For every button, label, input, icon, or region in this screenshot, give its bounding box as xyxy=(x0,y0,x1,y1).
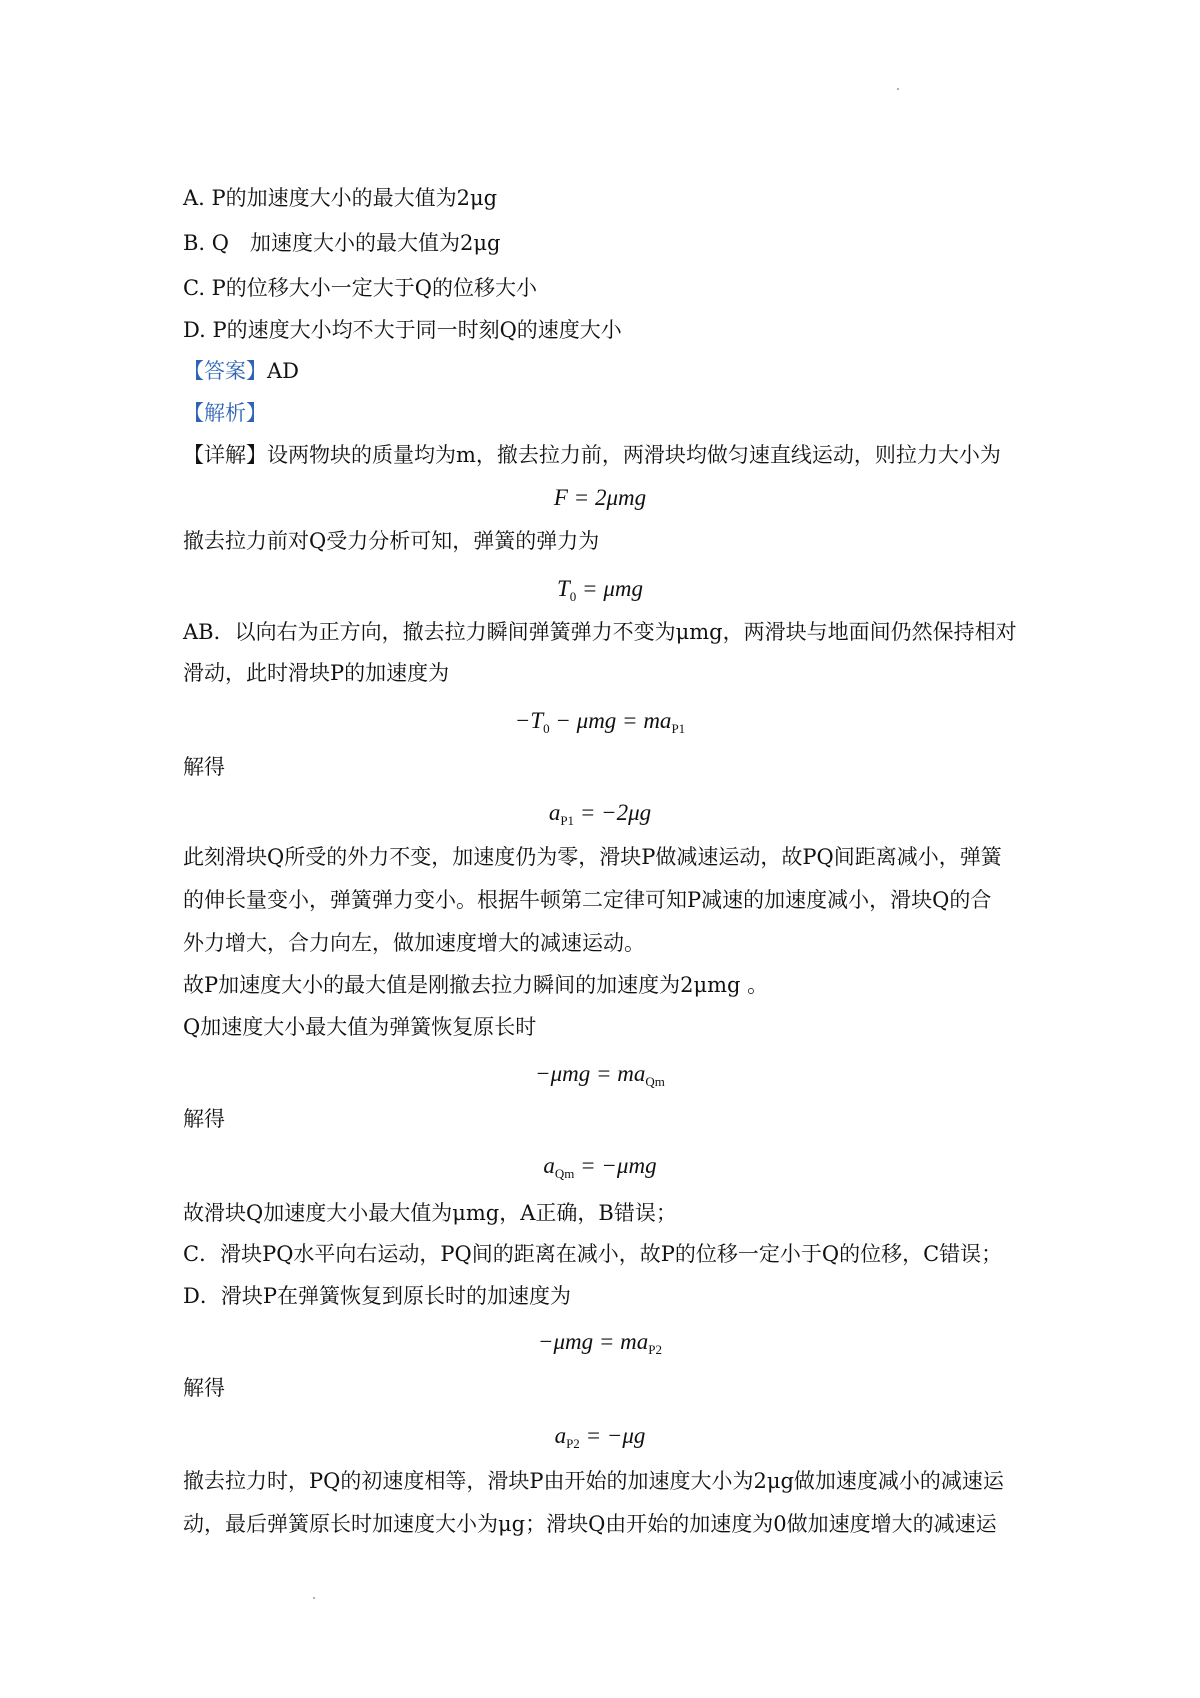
equation-4 xyxy=(0,797,1200,837)
equation-1: F = 2μmg xyxy=(553,485,647,510)
equation-3 xyxy=(0,705,1200,745)
scan-speck xyxy=(313,1597,315,1599)
solve-3: 解得 xyxy=(183,1376,225,1400)
eq8-b: = −μg xyxy=(579,1423,646,1448)
option-b: B. Q 加速度大小的最大值为2μg xyxy=(183,231,501,255)
solve-2: 解得 xyxy=(183,1107,225,1131)
eq7-a: −μmg = ma xyxy=(537,1329,649,1354)
detail-line xyxy=(183,440,1033,470)
scan-speck xyxy=(897,88,899,90)
answer-line xyxy=(183,356,1033,386)
eq6-b: = −μmg xyxy=(574,1153,657,1178)
para-2-line-2: 的伸长量变小，弹簧弹力变小。根据牛顿第二定律可知P减速的加速度减小，滑块Q的合 xyxy=(183,888,992,912)
answer-tag: 【答案】 xyxy=(183,359,267,383)
option-d: D. P的速度大小均不大于同一时刻Q的速度大小 xyxy=(183,318,622,342)
para-5: 故滑块Q加速度大小最大值为μmg，A正确，B错误； xyxy=(183,1201,677,1225)
ab-line-1: AB．以向右为正方向，撤去拉力瞬间弹簧弹力不变为μmg，两滑块与地面间仍然保持相对 xyxy=(183,620,1017,644)
eq5-a: −μmg = ma xyxy=(535,1061,646,1086)
eq2-rhs: = μmg xyxy=(576,576,643,601)
detail-intro: 设两物块的质量均为m，撤去拉力前，两滑块均做匀速直线运动，则拉力大小为 xyxy=(267,443,1001,467)
para-8-line-2: 动，最后弹簧原长时加速度大小为μg；滑块Q由开始的加速度为0做加速度增大的减速运 xyxy=(183,1512,997,1536)
detail-tag: 【详解】 xyxy=(183,443,267,467)
para-2-line-1: 此刻滑块Q所受的外力不变，加速度仍为零，滑块P做减速运动，故PQ间距离减小，弹簧 xyxy=(183,845,1002,869)
equation-2 xyxy=(0,573,1200,613)
eq7-a-sub: P2 xyxy=(648,1342,663,1357)
para-7: D．滑块P在弹簧恢复到原长时的加速度为 xyxy=(183,1284,571,1308)
solve-1: 解得 xyxy=(183,755,225,779)
para-6: C．滑块PQ水平向右运动，PQ间的距离在减小，故P的位移一定小于Q的位移，C错误； xyxy=(183,1242,1003,1266)
eq8-a-sub: P2 xyxy=(566,1436,580,1451)
equation-5 xyxy=(0,1058,1200,1098)
option-a: A. P的加速度大小的最大值为2μg xyxy=(183,186,498,210)
para-8-line-1: 撤去拉力时，PQ的初速度相等，滑块P由开始的加速度大小为2μg做加速度减小的减速运 xyxy=(183,1469,1004,1493)
eq8-a: a xyxy=(554,1423,567,1448)
eq3-b-sub: P1 xyxy=(671,721,686,736)
eq4-b: = −2μg xyxy=(574,800,652,825)
eq3-b: − μmg = ma xyxy=(549,708,672,733)
equation-7 xyxy=(0,1326,1200,1366)
text-1: 撤去拉力前对Q受力分析可知，弹簧的弹力为 xyxy=(183,529,600,553)
analysis-line xyxy=(183,398,1033,428)
ab-line-2: 滑动，此时滑块P的加速度为 xyxy=(183,661,450,685)
eq2-sub: 0 xyxy=(569,589,577,604)
eq4-a: a xyxy=(548,800,561,825)
analysis-tag: 【解析】 xyxy=(183,401,267,425)
eq6-a: a xyxy=(543,1153,555,1178)
para-3: 故P加速度大小的最大值是刚撤去拉力瞬间的加速度为2μmg 。 xyxy=(183,973,769,997)
option-c: C. P的位移大小一定大于Q的位移大小 xyxy=(183,276,538,300)
equation-8 xyxy=(0,1420,1200,1460)
answer-value: AD xyxy=(267,359,300,383)
eq4-a-sub: P1 xyxy=(560,813,575,828)
para-4: Q加速度大小最大值为弹簧恢复原长时 xyxy=(183,1015,537,1039)
eq5-a-sub: Qm xyxy=(645,1074,665,1089)
para-2-line-3: 外力增大，合力向左，做加速度增大的减速运动。 xyxy=(183,931,645,955)
eq6-a-sub: Qm xyxy=(554,1166,575,1181)
equation-6 xyxy=(0,1150,1200,1190)
eq3-a: −T xyxy=(514,708,544,733)
eq2-lhs: T xyxy=(557,576,570,601)
eq3-a-sub: 0 xyxy=(543,721,550,736)
